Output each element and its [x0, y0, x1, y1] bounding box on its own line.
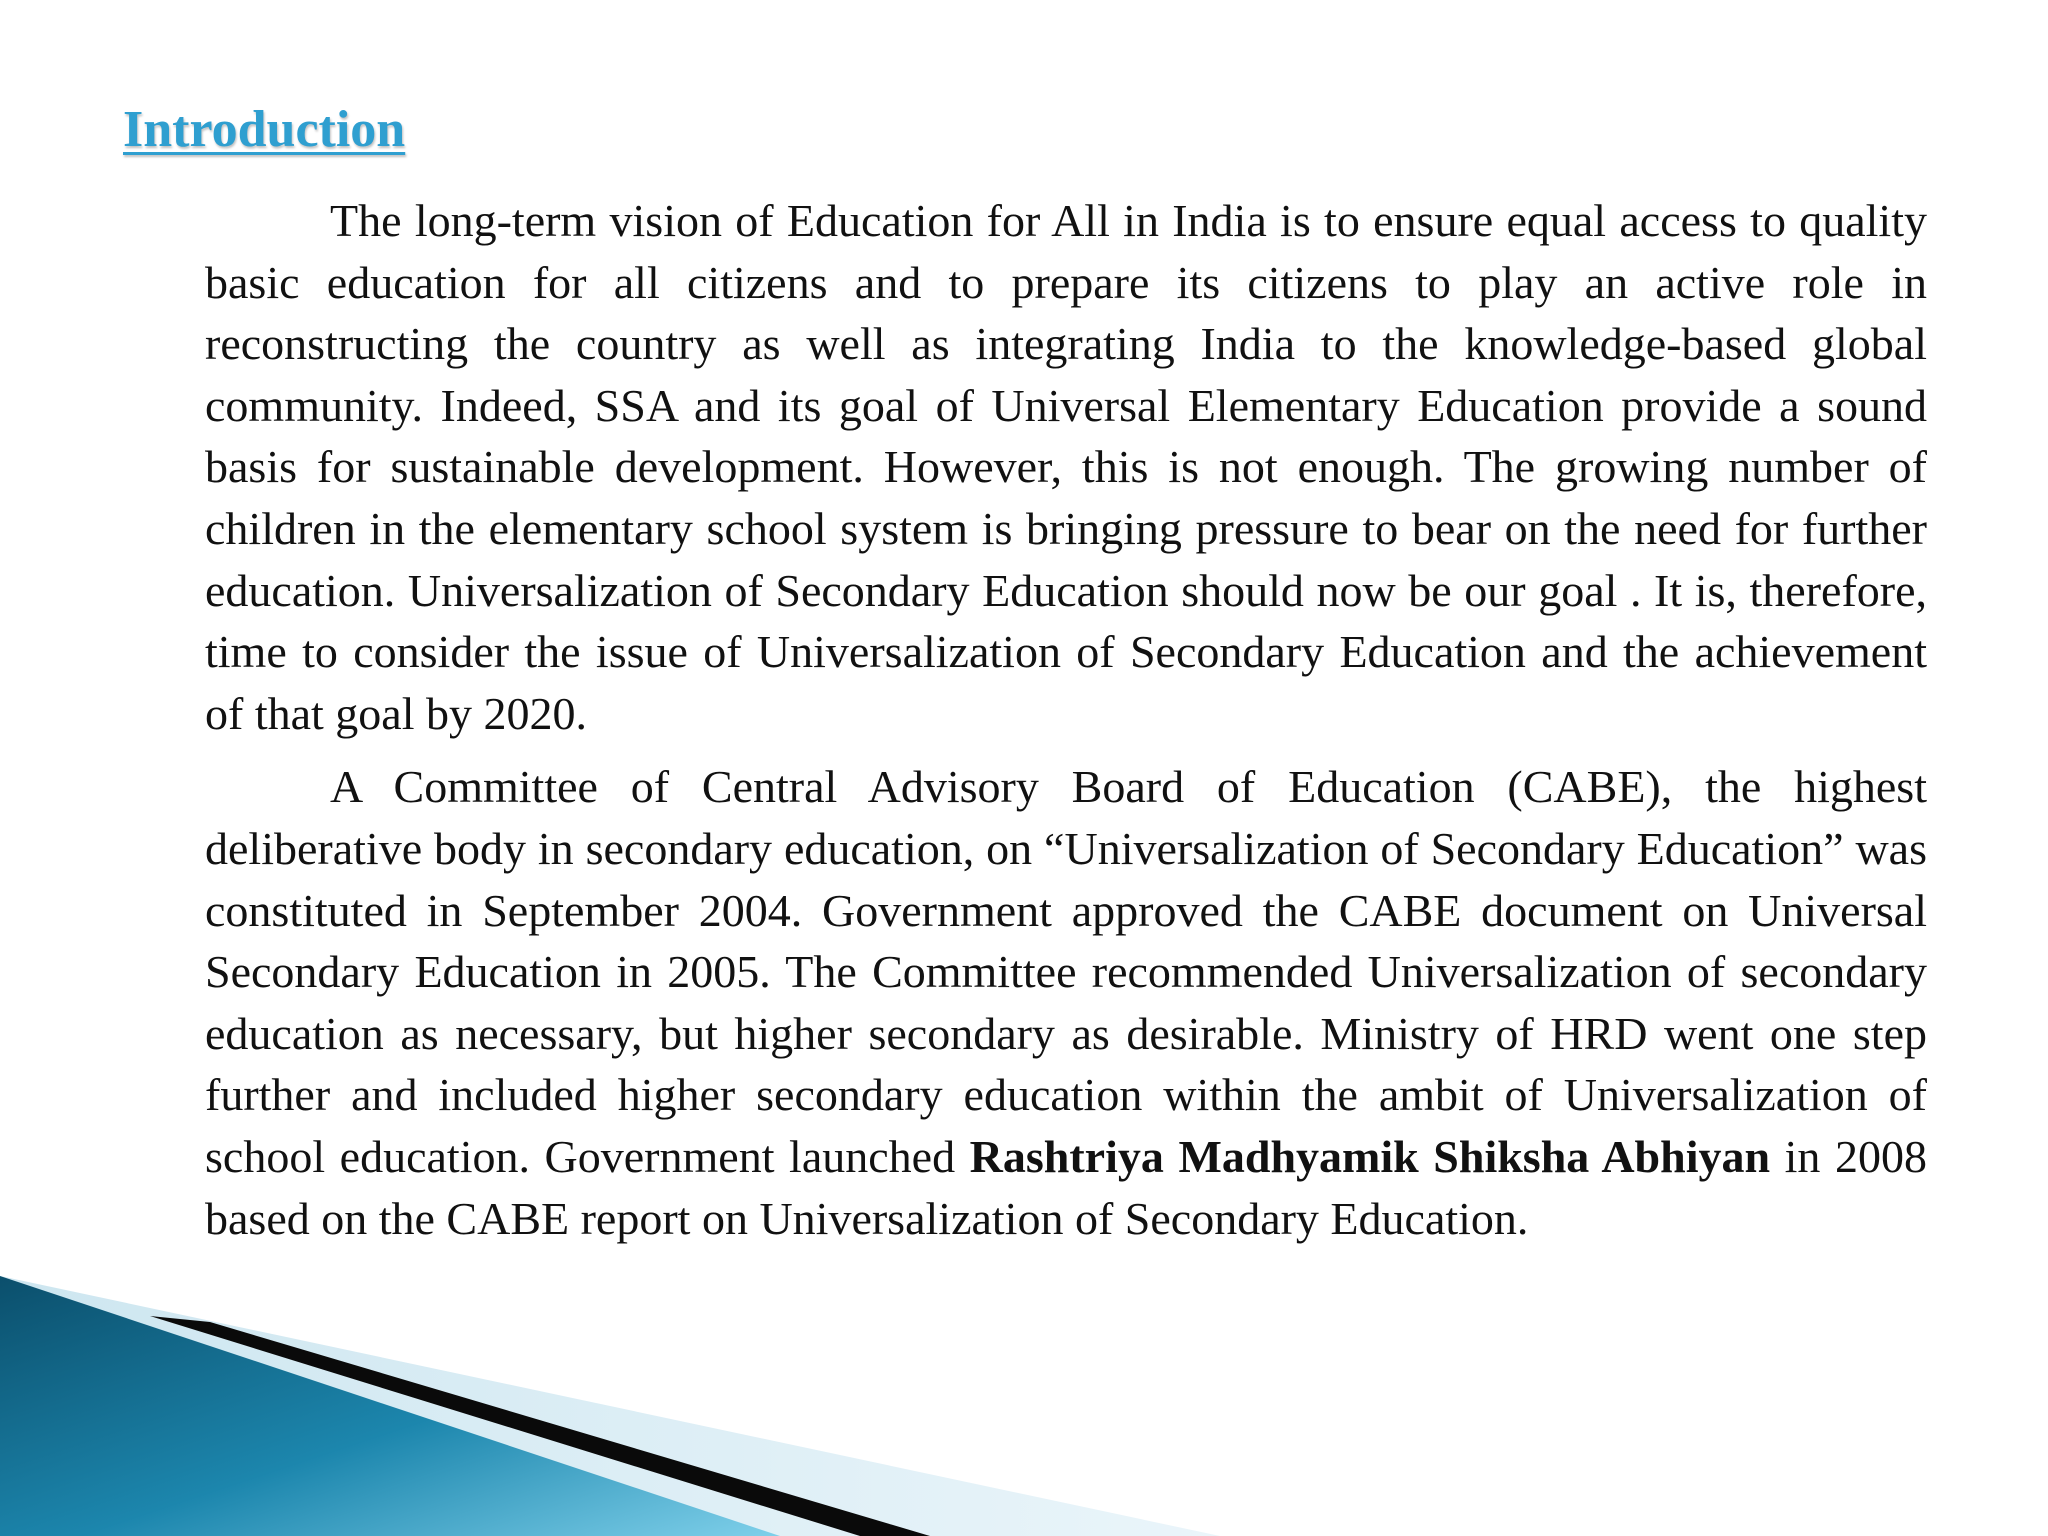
paragraph-2-text-after: in 2008 based on the CABE report on Universalization of Secondary Education.: [205, 1130, 1927, 1244]
paragraph-2-bold-program-name: Rashtriya Madhyamik Shiksha Abhiyan: [969, 1130, 1771, 1182]
decorative-corner-swoosh: [0, 1276, 2048, 1536]
paragraph-2-text-before: A Committee of Central Advisory Board of Education (CABE), the highest deliberative body in secondary education, on “Universalization of Secondary Education” was constituted in September 2004. Government approved the CABE document on Universal Secondary Education in 2005. The Committee recommended Universalization of secondary education as necessary, but higher secondary as desirable. Ministry of HRD went one step further and included higher secondary education within the ambit of Universalization of school education. Government launched: [205, 761, 1927, 1182]
slide-title: Introduction: [123, 101, 406, 158]
pale-blue-swoosh: [0, 1276, 1220, 1536]
slide-body: [205, 190, 1927, 1249]
teal-swoosh: [0, 1276, 780, 1536]
paragraph-1: The long-term vision of Education for All in India is to ensure equal access to quality basic education for all citizens and to prepare its citizens to play an active role in reconstructing the country as well as integrating India to the knowledge-based global community. Indeed, SSA and its goal of Universal Elementary Education provide a sound basis for sustainable development. However, this is not enough. The growing number of children in the elementary school system is bringing pressure to bear on the need for further education. Universalization of Secondary Education should now be our goal . It is, therefore, time to consider the issue of Universalization of Secondary Education and the achievement of that goal by 2020.: [205, 195, 1927, 739]
paragraph-2: [205, 756, 1927, 1249]
black-swoosh-band: [150, 1316, 930, 1536]
